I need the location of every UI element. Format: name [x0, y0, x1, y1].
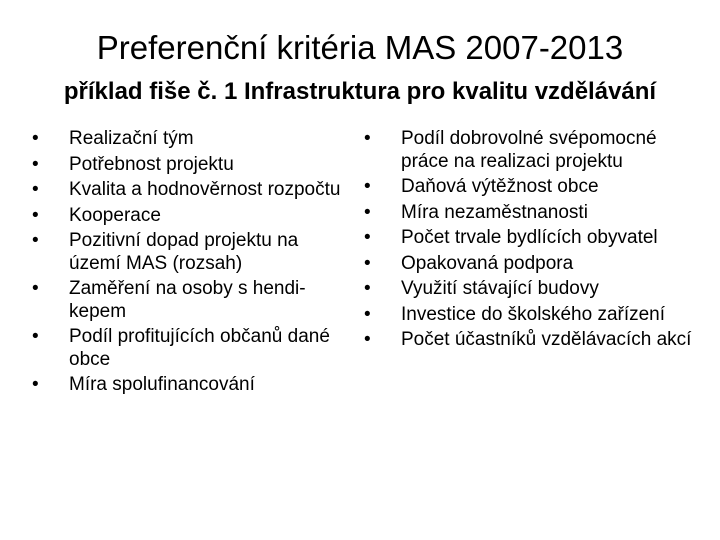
list-item-text: Podíl profitujících občanů dané obce [69, 326, 330, 370]
list-item [364, 202, 704, 225]
bullet-icon: • [32, 128, 39, 149]
list-item [32, 179, 352, 202]
list-item-text: Opakovaná podpora [401, 252, 574, 274]
list-item [32, 154, 352, 177]
list-item [364, 278, 704, 301]
list-item-text: Podíl dobrovolné svépomocné práce na realizaci projektu [401, 128, 657, 172]
list-item [364, 304, 704, 327]
list-item [32, 205, 352, 228]
bullet-icon: • [32, 326, 39, 347]
criteria-list-right [364, 128, 704, 355]
list-item [364, 329, 704, 352]
bullet-icon: • [364, 176, 371, 197]
list-item-text: Investice do školského zařízení [401, 303, 666, 325]
list-item-text: Využití stávající budovy [401, 278, 599, 299]
list-item [32, 278, 352, 323]
list-item [364, 253, 704, 276]
list-item [364, 176, 704, 199]
bullet-icon: • [364, 303, 371, 325]
criteria-list-left [32, 128, 352, 400]
bullet-icon: • [32, 204, 39, 226]
list-item-text: Realizační tým [69, 128, 194, 149]
list-item-text: Počet účastníků vzdělávacích akcí [401, 329, 692, 350]
list-item-text: Počet trvale bydlících obyvatel [401, 227, 658, 248]
list-item-text: Kvalita a hodnověrnost rozpočtu [69, 179, 341, 200]
list-item-text: Daňová výtěžnost obce [401, 176, 599, 197]
list-item [32, 128, 352, 151]
list-item-text: Míra nezaměstnanosti [401, 201, 588, 223]
bullet-icon: • [364, 278, 371, 299]
list-item [364, 128, 704, 173]
bullet-icon: • [364, 201, 371, 223]
bullet-icon: • [32, 278, 39, 299]
list-item-text: Kooperace [69, 204, 161, 226]
list-item-text: Zaměření na osoby s hendi-kepem [69, 278, 306, 322]
bullet-icon: • [32, 374, 39, 395]
list-item [32, 374, 352, 397]
bullet-icon: • [32, 153, 39, 175]
bullet-icon: • [364, 128, 371, 149]
bullet-icon: • [32, 230, 39, 251]
slide-subtitle: příklad fiše č. 1 Infrastruktura pro kvalitu vzdělávání [63, 78, 657, 105]
slide-title: Preferenční kritéria MAS 2007-2013 [96, 29, 624, 66]
list-item-text: Potřebnost projektu [69, 153, 234, 175]
bullet-icon: • [364, 227, 371, 248]
list-item-text: Pozitivní dopad projektu na území MAS (rozsah) [69, 230, 299, 274]
bullet-icon: • [32, 179, 39, 200]
list-item [32, 230, 352, 275]
bullet-icon: • [364, 252, 371, 274]
list-item [32, 326, 352, 371]
bullet-icon: • [364, 329, 371, 350]
list-item-text: Míra spolufinancování [69, 374, 255, 395]
list-item [364, 227, 704, 250]
